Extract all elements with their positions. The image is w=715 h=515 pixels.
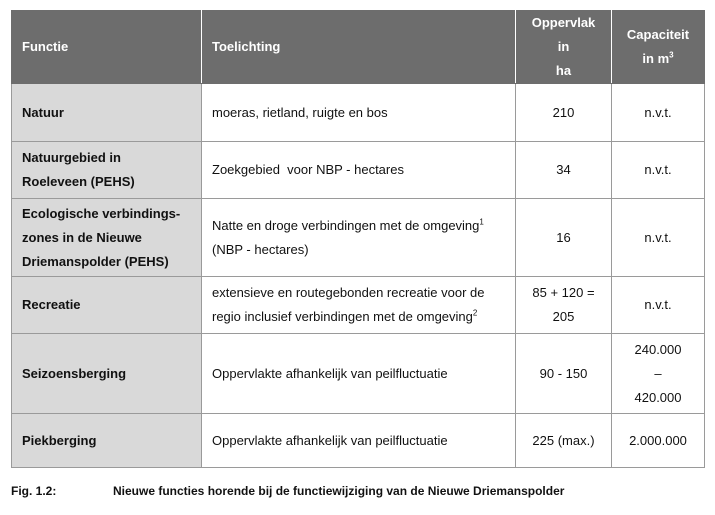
row-capaciteit xyxy=(612,277,705,334)
table-row xyxy=(12,414,705,468)
figure-caption xyxy=(11,484,564,498)
footnote-ref: 1 xyxy=(479,217,484,227)
row-oppervlak: 34 xyxy=(516,142,612,199)
row-capaciteit xyxy=(612,334,705,414)
table-row xyxy=(12,142,705,199)
row-capaciteit xyxy=(612,414,705,468)
row-functie xyxy=(12,414,202,468)
functions-table xyxy=(11,10,705,468)
functie-line: zones in de Nieuwe xyxy=(22,229,142,245)
row-capaciteit xyxy=(612,142,705,199)
capaciteit-line: 420.000 xyxy=(634,389,682,405)
header-toelichting: Toelichting xyxy=(202,11,516,84)
header-capaciteit-line2: in m xyxy=(642,51,670,66)
capaciteit-line: 2.000.000 xyxy=(629,432,687,448)
functie-line: Seizoensberging xyxy=(22,365,127,381)
functie-line: Piekberging xyxy=(22,432,97,448)
row-toelichting xyxy=(202,84,516,142)
functie-line: Roeleveen (PEHS) xyxy=(22,174,135,189)
capaciteit-line: n.v.t. xyxy=(644,162,672,177)
toelichting-line: regio inclusief verbindingen met de omgeving xyxy=(212,309,473,324)
row-toelichting xyxy=(202,414,516,468)
header-capaciteit-line1: Capaciteit xyxy=(626,27,690,42)
toelichting-line: Zoekgebied voor NBP - hectares xyxy=(212,162,404,177)
row-functie xyxy=(12,277,202,334)
row-oppervlak: 16 xyxy=(516,199,612,277)
row-functie xyxy=(12,199,202,277)
footnote-ref: 2 xyxy=(472,308,478,318)
table-row xyxy=(12,199,705,277)
row-oppervlak: 225 (max.) xyxy=(516,414,612,468)
table-row xyxy=(12,84,705,142)
toelichting-line: (NBP - hectares) xyxy=(212,241,309,257)
row-oppervlak: 210 xyxy=(516,84,612,142)
header-oppervlak xyxy=(516,11,612,84)
header-oppervlak-line2: ha xyxy=(555,63,572,78)
row-toelichting xyxy=(202,334,516,414)
toelichting-line: Oppervlakte afhankelijk van peilfluctuatie xyxy=(212,432,448,448)
functie-line: Driemanspolder (PEHS) xyxy=(22,253,169,269)
row-oppervlak: 90 - 150 xyxy=(516,334,612,414)
capaciteit-line: n.v.t. xyxy=(644,104,672,120)
caption-text: Nieuwe functies horende bij de functiewijziging van de Nieuwe Driemanspolder xyxy=(113,484,565,498)
functie-line: Recreatie xyxy=(22,297,81,312)
capaciteit-line: 240.000 xyxy=(634,341,682,357)
toelichting-line: Oppervlakte afhankelijk van peilfluctuatie xyxy=(212,365,448,381)
functie-line: Natuur xyxy=(22,104,64,120)
row-capaciteit xyxy=(612,199,705,277)
caption-label: Fig. 1.2: xyxy=(11,484,57,498)
table-row xyxy=(12,277,705,334)
capaciteit-line: n.v.t. xyxy=(644,297,672,312)
row-toelichting xyxy=(202,142,516,199)
capaciteit-line: – xyxy=(654,365,662,381)
functie-line: Natuurgebied in xyxy=(22,150,121,165)
toelichting-line: extensieve en routegebonden recreatie voor de xyxy=(212,285,485,300)
header-oppervlak-line1: Oppervlak in xyxy=(531,15,596,54)
row-capaciteit xyxy=(612,84,705,142)
capaciteit-line: n.v.t. xyxy=(644,229,672,245)
row-functie xyxy=(12,334,202,414)
row-functie xyxy=(12,84,202,142)
header-functie: Functie xyxy=(12,11,202,84)
row-oppervlak: 85 + 120 = 205 xyxy=(516,277,612,334)
toelichting-line: Natte en droge verbindingen met de omgeving xyxy=(212,217,480,233)
row-toelichting xyxy=(202,199,516,277)
row-functie xyxy=(12,142,202,199)
header-capaciteit-sup: 3 xyxy=(669,50,674,60)
toelichting-line: moeras, rietland, ruigte en bos xyxy=(212,104,388,120)
table-row xyxy=(12,334,705,414)
functie-line: Ecologische verbindings- xyxy=(22,205,181,221)
header-capaciteit xyxy=(612,11,705,84)
row-toelichting xyxy=(202,277,516,334)
header-row xyxy=(12,11,705,84)
